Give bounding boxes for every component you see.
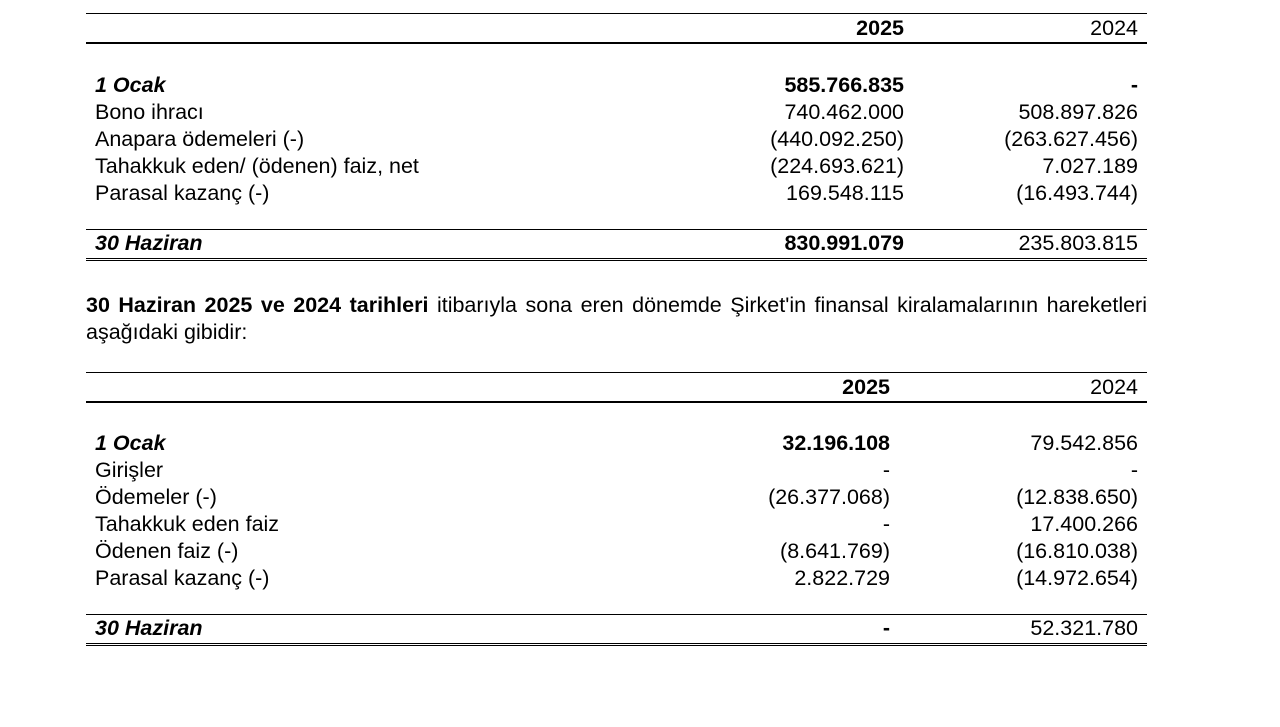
total-2025: - <box>882 616 890 640</box>
lease-movement-table <box>86 372 1147 646</box>
value-2025: (8.641.769) <box>780 539 890 563</box>
value-2025: 2.822.729 <box>794 566 890 590</box>
value-2025: (224.693.621) <box>770 154 904 178</box>
bond-movement-table <box>86 13 1147 261</box>
total-row <box>86 614 1147 646</box>
table-row <box>86 484 1147 511</box>
value-2025: 585.766.835 <box>784 73 904 97</box>
value-2024: (16.493.744) <box>1016 181 1138 205</box>
table-row <box>86 511 1147 538</box>
table-row <box>86 565 1147 592</box>
row-label: 1 Ocak <box>95 431 166 455</box>
row-label: Parasal kazanç (-) <box>95 181 270 205</box>
total-label: 30 Haziran <box>95 616 203 640</box>
value-2025: 32.196.108 <box>782 431 890 455</box>
table-row <box>86 538 1147 565</box>
paragraph-text: itibarıyla sona eren dönemde Şirket'in finansal kiralamalarının hareketleri aşağıdaki gibidir: <box>86 293 1147 344</box>
row-label: Parasal kazanç (-) <box>95 566 270 590</box>
value-2024: 17.400.266 <box>1030 512 1138 536</box>
total-2024: 235.803.815 <box>1018 231 1138 255</box>
total-label: 30 Haziran <box>95 231 203 255</box>
row-label: Ödenen faiz (-) <box>95 539 239 563</box>
value-2024: 79.542.856 <box>1030 431 1138 455</box>
value-2024: (263.627.456) <box>1004 127 1138 151</box>
table-row <box>86 99 1147 126</box>
value-2024: (16.810.038) <box>1016 539 1138 563</box>
header-2025: 2025 <box>842 375 890 399</box>
value-2025: - <box>882 512 890 536</box>
total-2025: 830.991.079 <box>784 231 904 255</box>
value-2025: 740.462.000 <box>784 100 904 124</box>
row-label: Girişler <box>95 458 164 482</box>
table-row <box>86 126 1147 153</box>
total-2024: 52.321.780 <box>1030 616 1138 640</box>
description-paragraph <box>86 292 1147 346</box>
table-row <box>86 72 1147 99</box>
header-2024: 2024 <box>1090 16 1138 40</box>
row-label: Tahakkuk eden faiz <box>95 512 280 536</box>
table-row <box>86 430 1147 457</box>
paragraph-bold: 30 Haziran 2025 ve 2024 tarihleri <box>86 293 429 317</box>
header-2025: 2025 <box>856 16 904 40</box>
row-label: Tahakkuk eden/ (ödenen) faiz, net <box>95 154 419 178</box>
value-2025: (440.092.250) <box>770 127 904 151</box>
total-row <box>86 229 1147 261</box>
table-row <box>86 153 1147 180</box>
header-2024: 2024 <box>1090 375 1138 399</box>
value-2024: (12.838.650) <box>1016 485 1138 509</box>
row-label: Ödemeler (-) <box>95 485 217 509</box>
value-2025: 169.548.115 <box>786 181 904 205</box>
value-2024: 508.897.826 <box>1018 100 1138 124</box>
row-label: Anapara ödemeleri (-) <box>95 127 305 151</box>
table-header <box>86 372 1147 403</box>
row-label: 1 Ocak <box>95 73 166 97</box>
table-row <box>86 457 1147 484</box>
value-2024: (14.972.654) <box>1016 566 1138 590</box>
value-2024: - <box>1130 73 1138 97</box>
value-2025: - <box>882 458 890 482</box>
table-row <box>86 180 1147 207</box>
table-header <box>86 13 1147 44</box>
value-2025: (26.377.068) <box>768 485 890 509</box>
value-2024: - <box>1130 458 1138 482</box>
value-2024: 7.027.189 <box>1042 154 1138 178</box>
row-label: Bono ihracı <box>95 100 204 124</box>
